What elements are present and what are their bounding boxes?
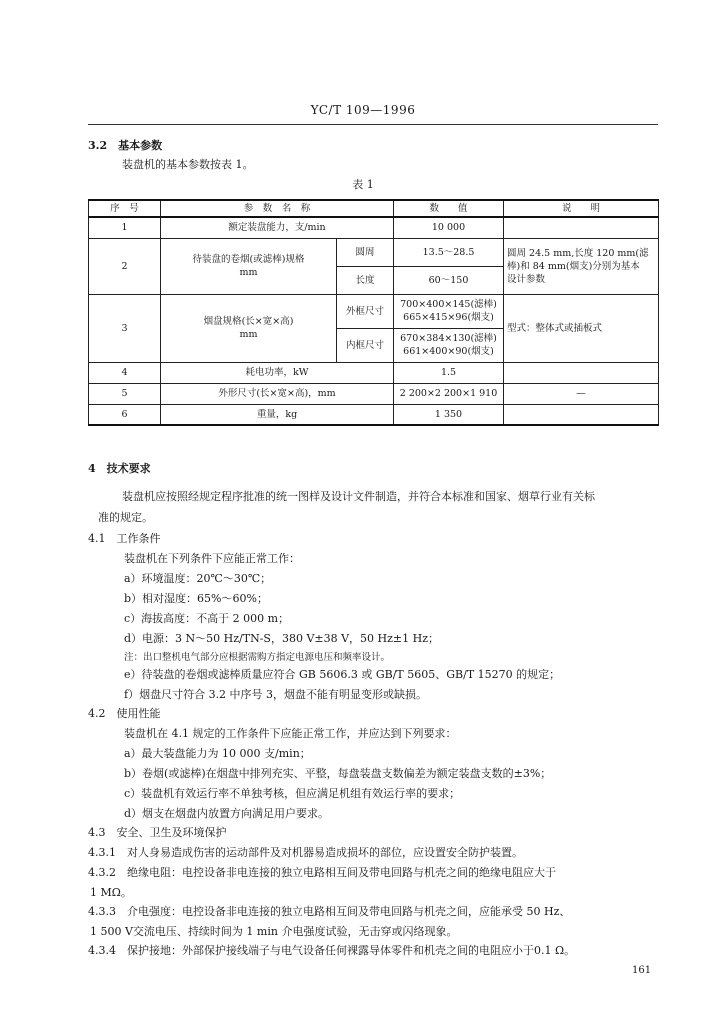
cell-unit: mm bbox=[239, 329, 258, 340]
cell-note: 型式：整体式或插板式 bbox=[504, 294, 659, 362]
value-line: 700×400×145(滤棒) bbox=[400, 299, 497, 310]
cell-no: 1 bbox=[89, 217, 161, 238]
cell-name: 重量，kg bbox=[161, 404, 394, 425]
cell-name-text: 待装盘的卷烟(或滤棒)规格 bbox=[192, 254, 305, 265]
cell-value: 10 000 bbox=[394, 217, 504, 238]
section-4-heading: 4 技术要求 bbox=[88, 462, 151, 475]
note-line: 棒)和 84 mm(烟支)分别为基本 bbox=[507, 260, 640, 272]
item-4-3-4: 4.3.4 保护接地：外部保护接线端子与电气设备任何裸露导体零件和机壳之间的电阻应小于0.1 Ω。 bbox=[88, 944, 576, 957]
header-rule bbox=[88, 124, 658, 125]
cell-value bbox=[394, 328, 504, 362]
cell-value: 13.5～28.5 bbox=[394, 238, 504, 266]
value-line: 670×384×130(滤棒) bbox=[400, 333, 497, 344]
section-4-1-intro: 装盘机在下列条件下应能正常工作： bbox=[124, 552, 300, 565]
section-4-para-line2: 准的规定。 bbox=[98, 511, 153, 524]
item-4-3-2-line2: 1 MΩ。 bbox=[90, 886, 132, 899]
condition-e: e）待装盘的卷烟或滤棒质量应符合 GB 5606.3 或 GB/T 5605、GB/T 15270 的规定； bbox=[124, 668, 561, 681]
item-4-3-1: 4.3.1 对人身易造成伤害的运动部件及对机器易造成损坏的部位，应设置安全防护装置。 bbox=[88, 846, 523, 859]
table-row bbox=[89, 238, 659, 266]
cell-name-text: 烟盘规格(长×宽×高) bbox=[203, 316, 294, 327]
section-4-3-heading: 4.3 安全、卫生及环境保护 bbox=[88, 826, 227, 839]
cell-note bbox=[504, 362, 659, 383]
cell-name bbox=[161, 294, 337, 362]
header-cell-value: 数 值 bbox=[394, 200, 504, 217]
section-4-2-heading: 4.2 使用性能 bbox=[88, 707, 161, 720]
requirement-d: d）烟支在烟盘内放置方向满足用户要求。 bbox=[124, 807, 330, 820]
cell-note bbox=[504, 404, 659, 425]
condition-note: 注：出口整机电气部分应根据需购方指定电源电压和频率设计。 bbox=[124, 652, 391, 663]
table-row bbox=[89, 362, 659, 383]
cell-name: 耗电功率，kW bbox=[161, 362, 394, 383]
cell-no: 2 bbox=[89, 238, 161, 294]
section-3-2-intro: 装盘机的基本参数按表 1。 bbox=[122, 158, 254, 171]
condition-d: d）电源：3 N～50 Hz/TN-S，380 V±38 V，50 Hz±1 Hz； bbox=[124, 632, 440, 645]
requirement-c: c）装盘机有效运行率不单独考核，但应满足机组有效运行率的要求； bbox=[124, 787, 461, 800]
note-line: 圆周 24.5 mm,长度 120 mm(滤 bbox=[507, 247, 649, 259]
item-4-3-2-line1: 4.3.2 绝缘电阻：电控设备非电连接的独立电路相互间及带电回路与机壳之间的绝缘电阻应大于 bbox=[88, 866, 556, 879]
header-cell-no: 序 号 bbox=[89, 200, 161, 217]
header-cell-note: 说 明 bbox=[504, 200, 659, 217]
cell-no: 6 bbox=[89, 404, 161, 425]
condition-c: c）海拔高度：不高于 2 000 m； bbox=[124, 612, 290, 625]
note-line: 设计参数 bbox=[507, 273, 546, 285]
cell-value: 2 200×2 200×1 910 bbox=[394, 383, 504, 404]
condition-b: b）相对湿度：65%～60%； bbox=[124, 592, 268, 605]
cell-unit: mm bbox=[239, 267, 258, 278]
cell-sub-param: 圆周 bbox=[337, 238, 394, 266]
cell-value: 1 350 bbox=[394, 404, 504, 425]
section-4-2-intro: 装盘机在 4.1 规定的工作条件下应能正常工作，并应达到下列要求： bbox=[124, 727, 457, 740]
value-line: 665×415×96(烟支) bbox=[403, 312, 494, 323]
section-4-para-line1: 装盘机应按照经规定程序批准的统一图样及设计文件制造，并符合本标准和国家、烟草行业有关标 bbox=[122, 490, 595, 503]
section-3-2-heading: 3.2 基本参数 bbox=[88, 139, 163, 152]
condition-f: f）烟盘尺寸符合 3.2 中序号 3，烟盘不能有明显变形或缺损。 bbox=[124, 688, 428, 701]
table-row bbox=[89, 217, 659, 238]
cell-note bbox=[504, 238, 659, 294]
cell-name bbox=[161, 238, 337, 294]
cell-no: 5 bbox=[89, 383, 161, 404]
cell-sub-param: 外框尺寸 bbox=[337, 294, 394, 328]
requirement-b: b）卷烟(或滤棒)在烟盘中排列充实、平整，每盘装盘支数偏差为额定装盘支数的±3%； bbox=[124, 767, 552, 780]
cell-value bbox=[394, 294, 504, 328]
item-4-3-3-line1: 4.3.3 介电强度：电控设备非电连接的独立电路相互间及带电回路与机壳之间，应能承受 50 Hz、 bbox=[88, 905, 571, 918]
condition-a: a）环境温度：20℃～30℃； bbox=[124, 572, 272, 585]
item-4-3-3-line2: 1 500 V交流电压、持续时间为 1 min 介电强度试验，无击穿或闪络现象。 bbox=[90, 925, 458, 938]
parameter-table bbox=[88, 199, 659, 426]
running-header: YC/T 109—1996 bbox=[310, 103, 416, 117]
requirement-a: a）最大装盘能力为 10 000 支/min； bbox=[124, 747, 311, 760]
cell-name: 外形尺寸(长×宽×高)，mm bbox=[161, 383, 394, 404]
cell-value: 60～150 bbox=[394, 266, 504, 294]
cell-no: 3 bbox=[89, 294, 161, 362]
section-4-1-heading: 4.1 工作条件 bbox=[88, 532, 161, 545]
cell-sub-param: 长度 bbox=[337, 266, 394, 294]
cell-name: 额定装盘能力，支/min bbox=[161, 217, 394, 238]
cell-sub-param: 内框尺寸 bbox=[337, 328, 394, 362]
page-number: 161 bbox=[632, 965, 652, 976]
cell-note: — bbox=[504, 383, 659, 404]
value-line: 661×400×90(烟支) bbox=[403, 346, 494, 357]
table-row bbox=[89, 294, 659, 328]
table-row bbox=[89, 383, 659, 404]
table-row bbox=[89, 404, 659, 425]
cell-note bbox=[504, 217, 659, 238]
cell-no: 4 bbox=[89, 362, 161, 383]
table-title: 表 1 bbox=[352, 178, 374, 191]
header-cell-name: 参 数 名 称 bbox=[161, 200, 394, 217]
cell-value: 1.5 bbox=[394, 362, 504, 383]
